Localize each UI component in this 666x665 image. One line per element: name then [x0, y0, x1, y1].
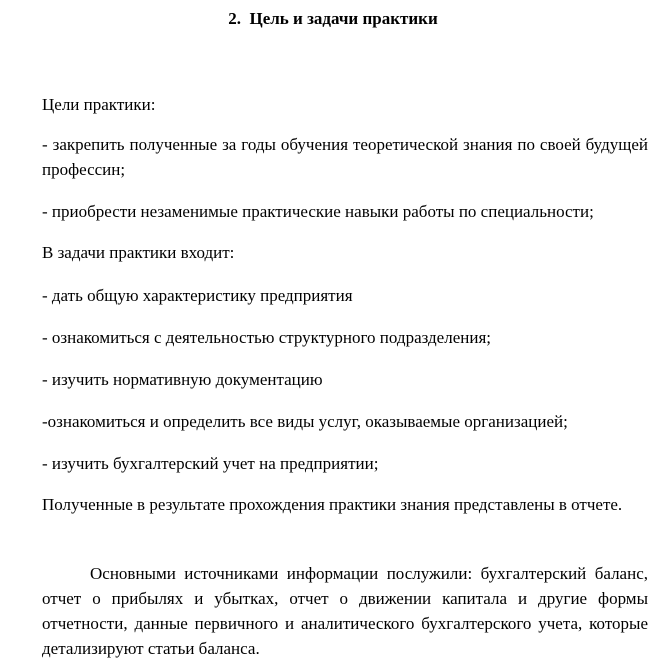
goals-title: Цели практики: [42, 95, 156, 114]
task-item-3: - изучить нормативную документацию [42, 370, 323, 389]
goal-item-2: - приобрести незаменимые практические навыки работы по специальности; [42, 202, 594, 221]
task-item-4: -ознакомиться и определить все виды услуг, оказываемые организацией; [42, 412, 568, 431]
tasks-title: В задачи практики входит: [42, 243, 235, 262]
conclusion-paragraph: Полученные в результате прохождения практики знания представлены в отчете. [42, 495, 623, 514]
goal-item-1: - закрепить полученные за годы обучения теоретической знания по своей будущей профессин; [42, 135, 648, 179]
sources-paragraph: Основными источниками информации послужили: бухгалтерский баланс, отчет о прибылях и убытках, отчет о движении капитала и другие формы отчетности, данные первичного и аналитического бухгалтерского учета, которые детализируют статьи баланса. [42, 564, 648, 658]
task-item-2: - ознакомиться с деятельностью структурного подразделения; [42, 328, 491, 347]
task-item-5: - изучить бухгалтерский учет на предприятии; [42, 454, 379, 473]
task-item-1: - дать общую характеристику предприятия [42, 286, 353, 305]
section-heading: 2. Цель и задачи практики [228, 9, 438, 28]
